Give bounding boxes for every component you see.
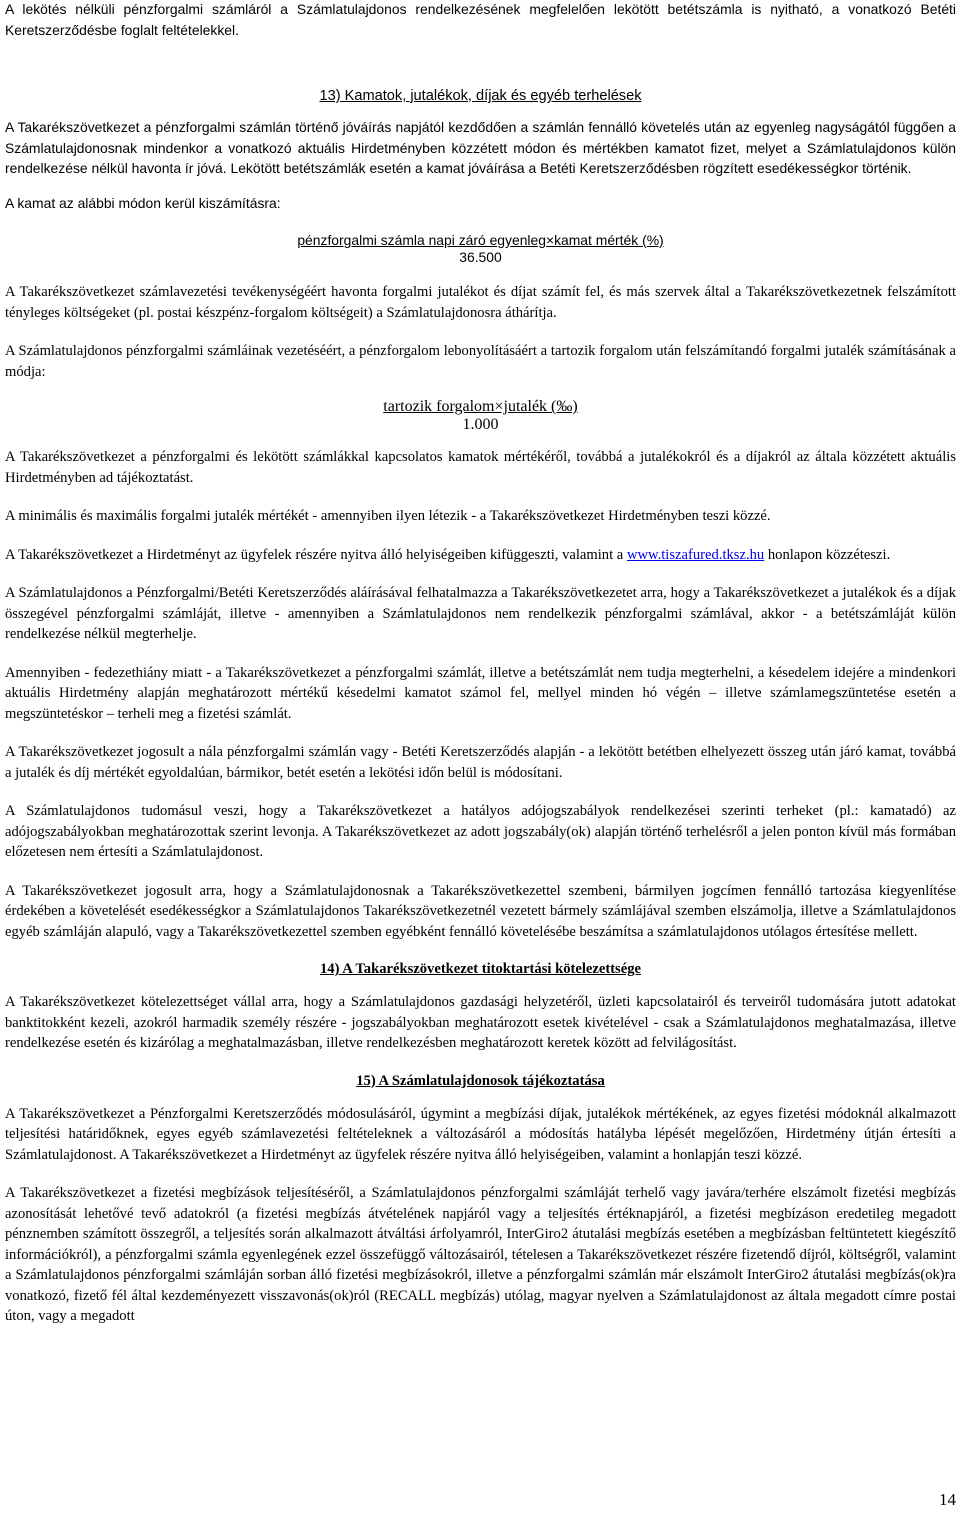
section-13-paragraph-9: Amennyiben - fedezethiány miatt - a Takarékszövetkezet a pénzforgalmi számlát, illetve a betétszámlát nem tudja megterhelni, a késedelem idejére a mindenkori aktuális Hirdetmény alapján meghatározott mértékű késedelmi kamatot számol fel, mellyel minden hó végén – illetve számlamegszüntetése esetén a megszüntetéskor – terheli meg a fizetési számlát. <box>5 664 956 722</box>
commission-formula-numerator: tartozik forgalom×jutalék (‰) <box>383 398 578 415</box>
section-13-paragraph-11: A Számlatulajdonos tudomásul veszi, hogy a Takarékszövetkezet a hatályos adójogszabályok rendelkezései szerinti terheket (pl.: kamatadó) az adójogszabályokban meghatározottak szerint levonja. A Takarékszövetkezet az adott jogszabály(ok) alapján történő terhelésről a jelen ponton kívül más formában előzetesen nem értesíti a Számlatulajdonost. <box>5 803 956 860</box>
section-13-paragraph-4: A Számlatulajdonos pénzforgalmi számláinak vezetéséért, a pénzforgalom lebonyolításáért a tartozik forgalom után felszámítandó forgalmi jutalék számításának a módja: <box>5 343 956 380</box>
section-15-paragraph-2: A Takarékszövetkezet a fizetési megbízások teljesítéséről, a Számlatulajdonos pénzforgalmi számláját terhelő vagy javára/terhére elszámolt fizetési megbízás azonosítását lehetővé tevő adatokról (a fizetési megbízás átvételének napjáról vagy a teljesítés értéknapjáról, a fizetési megbízáson eredetileg megadott pénznemben számított összegről, a teljesítés során alkalmazott átváltási árfolyamról, InterGiro2 átutalási megbízás esetében a megbízásban feltüntetett kiegészítő információkról), a pénzforgalmi számla egyenlegének ezzel összefüggő változásairól, tételesen a Takarékszövetkezet részére fizetendő díjról, költségről, valamint a Számlatulajdonos pénzforgalmi számláján sorban álló fizetési megbízásokról, illetve a pénzforgalmi számlán már elszámolt InterGiro2 átutalási megbízás(ok)ra vonatkozó, fizető fél által kezdeményezett visszavonás(ok)ról (RECALL megbízás) utólag, magyar nyelven a Számlatulajdonost az általa megadott címre postai úton, vagy a megadott <box>5 1185 956 1324</box>
paragraph-7-text-before: A Takarékszövetkezet a Hirdetményt az ügyfelek részére nyitva álló helyiségeiben kifüggeszti, valamint a <box>5 546 627 563</box>
interest-formula-numerator: pénzforgalmi számla napi záró egyenleg×kamat mérték (%) <box>297 232 664 248</box>
document-page <box>5 0 956 1327</box>
section-13-paragraph-5: A Takarékszövetkezet a pénzforgalmi és lekötött számlákkal kapcsolatos kamatok mértékéről, továbbá a jutalékokról és a díjakról az általa közzétett aktuális Hirdetményben ad tájékoztatást. <box>5 449 956 486</box>
section-14-heading: 14) A Takarékszövetkezet titoktartási kötelezettsége <box>320 961 641 977</box>
section-13-paragraph-7 <box>5 545 956 566</box>
section-13-paragraph-1: A Takarékszövetkezet a pénzforgalmi számlán történő jóváírás napjától kezdődően a számlán fennálló követelés után az egyenleg nagyságától függően a Számlatulajdonosnak mindenkor a vonatkozó aktuális Hirdetményben közzétett módon és mértékben kamatot fizet, melyet a Számlatulajdonos külön rendelkezése nélkül havonta ír jóvá. Lekötött betétszámlák esetén a kamat jóváírása a Betéti Keretszerződésben rögzített esedékességkor történik. <box>5 119 956 176</box>
section-13-paragraph-8: A Számlatulajdonos a Pénzforgalmi/Betéti Keretszerződés aláírásával felhatalmazza a Takarékszövetkezetet arra, hogy a Takarékszövetkezet a jutalékok és a díjak összegével pénzforgalmi számláját, illetve - amennyiben a Számlatulajdonos nem rendelkezik pénzforgalmi számlával, akkor - a betétszámláját külön rendelkezése nélkül megterhelje. <box>5 585 956 642</box>
section-13-paragraph-12: A Takarékszövetkezet jogosult arra, hogy a Számlatulajdonosnak a Takarékszövetkezettel szembeni, bármilyen jogcímen fennálló tartozása kiegyenlítése érdekében a követelését esedékességkor a Számlatulajdonos Takarékszövetkezetnél vezetett bármely számlájával szemben elszámolja, illetve a Számlatulajdonos egyéb számláján alapuló, vagy a Takarékszövetkezettel szemben egyébként fennálló követelésébe beszámítsa a számlatulajdonos utólagos értesítése mellett. <box>5 882 956 940</box>
commission-formula-denominator: 1.000 <box>462 416 499 433</box>
section-15-paragraph-1: A Takarékszövetkezet a Pénzforgalmi Keretszerződés módosulásáról, úgymint a megbízási díjak, jutalékok mértékének, az egyes fizetési módoknál alkalmazott teljesítési határidőknek, egyes egyéb számlavezetési feltételeknek a változásáról a módosítás hatályba lépését megelőzően, Hirdetmény útján értesíti a Számlatulajdonost. A Takarékszövetkezet a Hirdetményt az ügyfelek részére nyitva álló helyiségeiben, valamint a honlapján teszi közzé. <box>5 1105 956 1163</box>
section-13-paragraph-2: A kamat az alábbi módon kerül kiszámításra: <box>5 194 281 211</box>
section-15-heading: 15) A Számlatulajdonosok tájékoztatása <box>356 1072 605 1089</box>
section-13-paragraph-3: A Takarékszövetkezet számlavezetési tevékenységéért havonta forgalmi jutalékot és díjat számít fel, és más szervek által a Takarékszövetkezetnek felszámított tényleges költségeket (pl. postai készpénz-forgalom költségeit) a Számlatulajdonosra áthárítja. <box>5 284 956 321</box>
section-13-paragraph-10: A Takarékszövetkezet jogosult a nála pénzforgalmi számlán vagy - Betéti Keretszerződés alapján - a lekötött betétben elhelyezett összeg után járó kamat, továbbá a jutalék és díj mértékét egyoldalúan, bármikor, betét esetén a lekötési időn belül is módosítani. <box>5 744 956 781</box>
section-13-heading: 13) Kamatok, jutalékok, díjak és egyéb terhelések <box>319 88 642 104</box>
intro-paragraph: A lekötés nélküli pénzforgalmi számláról a Számlatulajdonos rendelkezésének megfelelően lekötött betétszámla is nyitható, a vonatkozó Betéti Keretszerződésbe foglalt feltételekkel. <box>5 1 956 38</box>
page-number: 14 <box>939 1490 956 1509</box>
interest-formula <box>5 232 956 266</box>
section-14-paragraph-1: A Takarékszövetkezet kötelezettséget vállal arra, hogy a Számlatulajdonos gazdasági helyzetéről, üzleti kapcsolatairól és terveiről tudomására jutott adatokat banktitokként kezeli, azokról harmadik személy részére - jogszabályokban meghatározott esetek kivételével - csak a Számlatulajdonos meghatalmazása, illetve rendelkezése esetén és kizárólag a meghatalmazásban, illetve rendelkezésben meghatározott keretek között ad felvilágosítást. <box>5 994 956 1051</box>
section-13-paragraph-6: A minimális és maximális forgalmi jutalék mértékét - amennyiben ilyen létezik - a Takarékszövetkezet Hirdetményben teszi közzé. <box>5 508 771 524</box>
interest-formula-denominator: 36.500 <box>459 249 502 265</box>
website-link[interactable]: www.tiszafured.tksz.hu <box>626 546 765 563</box>
commission-formula <box>5 398 956 434</box>
paragraph-7-text-after: honlapon közzéteszi. <box>764 546 891 563</box>
